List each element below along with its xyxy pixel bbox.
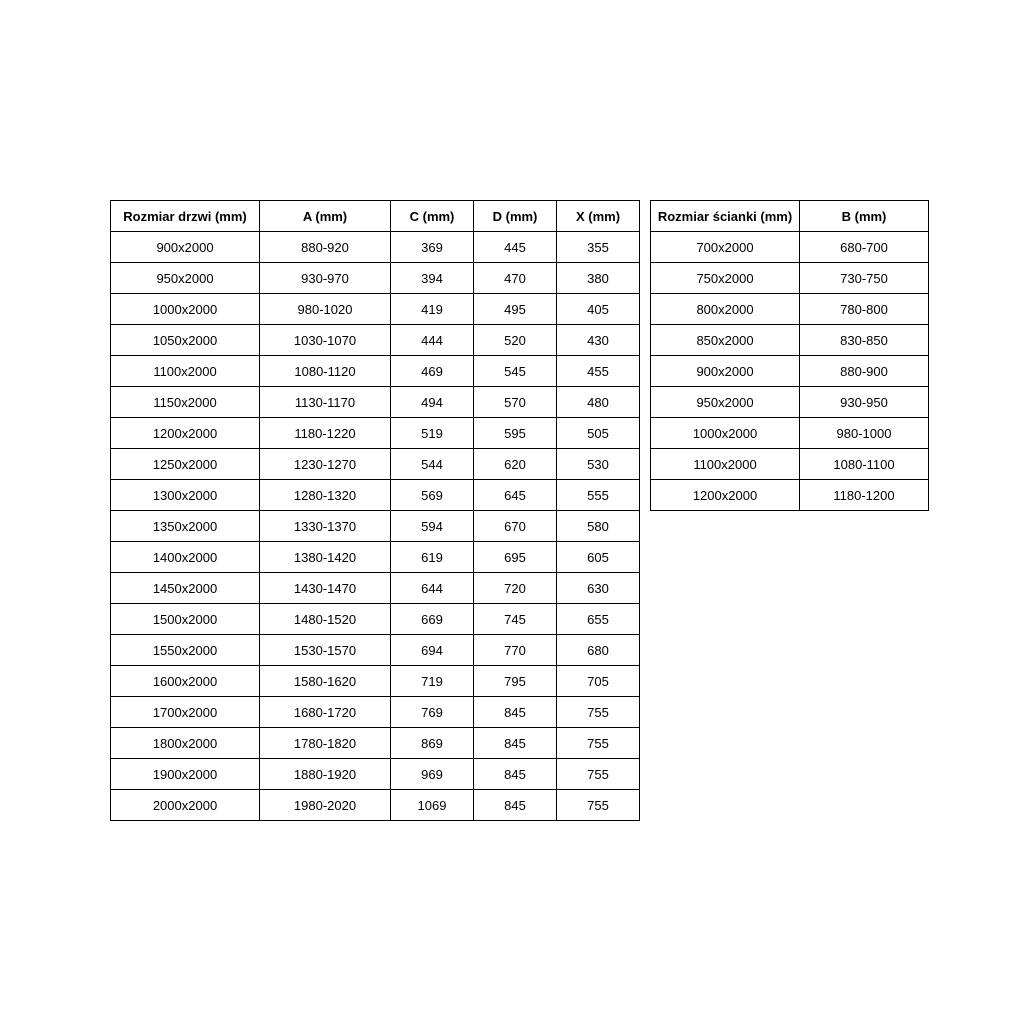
table-cell: 545: [474, 356, 557, 387]
table-cell: 1580-1620: [260, 666, 391, 697]
wall-sizes-table-container: [650, 200, 929, 511]
table-cell: 1880-1920: [260, 759, 391, 790]
table-row: [651, 418, 929, 449]
table-cell: 700x2000: [651, 232, 800, 263]
table-cell: 1100x2000: [111, 356, 260, 387]
table-cell: 1030-1070: [260, 325, 391, 356]
table-cell: 645: [474, 480, 557, 511]
table-cell: 930-970: [260, 263, 391, 294]
table-cell: 1400x2000: [111, 542, 260, 573]
table-cell: 1100x2000: [651, 449, 800, 480]
table-cell: 555: [557, 480, 640, 511]
table-row: [111, 573, 640, 604]
table-cell: 494: [391, 387, 474, 418]
table-cell: 595: [474, 418, 557, 449]
table-cell: 745: [474, 604, 557, 635]
table-cell: 2000x2000: [111, 790, 260, 821]
table-cell: 770: [474, 635, 557, 666]
table-cell: 469: [391, 356, 474, 387]
table-row: [651, 294, 929, 325]
table-row: [651, 325, 929, 356]
table-cell: 630: [557, 573, 640, 604]
table-cell: 1980-2020: [260, 790, 391, 821]
table-cell: 750x2000: [651, 263, 800, 294]
table-cell: 845: [474, 697, 557, 728]
table-cell: 1350x2000: [111, 511, 260, 542]
table-cell: 594: [391, 511, 474, 542]
table-cell: 800x2000: [651, 294, 800, 325]
table-header-cell: A (mm): [260, 201, 391, 232]
table-cell: 380: [557, 263, 640, 294]
table-cell: 1180-1200: [800, 480, 929, 511]
table-cell: 845: [474, 728, 557, 759]
table-cell: 1330-1370: [260, 511, 391, 542]
table-cell: 969: [391, 759, 474, 790]
table-cell: 780-800: [800, 294, 929, 325]
table-row: [111, 604, 640, 635]
table-cell: 394: [391, 263, 474, 294]
table-cell: 705: [557, 666, 640, 697]
table-cell: 845: [474, 790, 557, 821]
table-cell: 519: [391, 418, 474, 449]
table-cell: 405: [557, 294, 640, 325]
table-header-row: [651, 201, 929, 232]
table-cell: 1430-1470: [260, 573, 391, 604]
table-cell: 755: [557, 728, 640, 759]
table-header-cell: Rozmiar drzwi (mm): [111, 201, 260, 232]
table-cell: 655: [557, 604, 640, 635]
table-cell: 769: [391, 697, 474, 728]
table-cell: 355: [557, 232, 640, 263]
table-row: [111, 356, 640, 387]
table-cell: 1530-1570: [260, 635, 391, 666]
table-cell: 1000x2000: [111, 294, 260, 325]
table-cell: 755: [557, 759, 640, 790]
table-cell: 900x2000: [111, 232, 260, 263]
table-cell: 670: [474, 511, 557, 542]
table-cell: 880-900: [800, 356, 929, 387]
table-cell: 455: [557, 356, 640, 387]
table-cell: 1780-1820: [260, 728, 391, 759]
table-row: [111, 790, 640, 821]
table-row: [111, 263, 640, 294]
table-cell: 869: [391, 728, 474, 759]
table-cell: 1600x2000: [111, 666, 260, 697]
table-cell: 444: [391, 325, 474, 356]
table-row: [111, 759, 640, 790]
table-cell: 1080-1100: [800, 449, 929, 480]
table-cell: 719: [391, 666, 474, 697]
table-cell: 1450x2000: [111, 573, 260, 604]
table-cell: 980-1020: [260, 294, 391, 325]
table-cell: 1200x2000: [111, 418, 260, 449]
table-cell: 644: [391, 573, 474, 604]
wall-sizes-table: [650, 200, 929, 511]
table-cell: 930-950: [800, 387, 929, 418]
table-cell: 1800x2000: [111, 728, 260, 759]
table-cell: 1500x2000: [111, 604, 260, 635]
table-cell: 520: [474, 325, 557, 356]
door-sizes-table-container: [110, 200, 640, 821]
table-cell: 480: [557, 387, 640, 418]
table-cell: 795: [474, 666, 557, 697]
table-row: [651, 263, 929, 294]
table-cell: 1700x2000: [111, 697, 260, 728]
table-cell: 1280-1320: [260, 480, 391, 511]
table-cell: 369: [391, 232, 474, 263]
table-cell: 620: [474, 449, 557, 480]
table-row: [111, 511, 640, 542]
table-cell: 544: [391, 449, 474, 480]
table-cell: 730-750: [800, 263, 929, 294]
table-cell: 530: [557, 449, 640, 480]
table-cell: 980-1000: [800, 418, 929, 449]
table-cell: 950x2000: [111, 263, 260, 294]
table-row: [111, 325, 640, 356]
table-cell: 880-920: [260, 232, 391, 263]
table-cell: 1900x2000: [111, 759, 260, 790]
table-cell: 720: [474, 573, 557, 604]
table-cell: 1180-1220: [260, 418, 391, 449]
table-cell: 470: [474, 263, 557, 294]
table-row: [111, 666, 640, 697]
table-row: [111, 542, 640, 573]
table-cell: 1000x2000: [651, 418, 800, 449]
table-cell: 619: [391, 542, 474, 573]
table-cell: 1050x2000: [111, 325, 260, 356]
table-header-cell: Rozmiar ścianki (mm): [651, 201, 800, 232]
table-cell: 695: [474, 542, 557, 573]
table-cell: 1300x2000: [111, 480, 260, 511]
table-row: [111, 480, 640, 511]
table-header-row: [111, 201, 640, 232]
table-cell: 669: [391, 604, 474, 635]
table-cell: 1069: [391, 790, 474, 821]
table-cell: 419: [391, 294, 474, 325]
table-cell: 950x2000: [651, 387, 800, 418]
table-cell: 755: [557, 697, 640, 728]
door-sizes-table: [110, 200, 640, 821]
table-cell: 680: [557, 635, 640, 666]
table-row: [111, 418, 640, 449]
table-row: [111, 232, 640, 263]
table-row: [651, 387, 929, 418]
table-header-cell: X (mm): [557, 201, 640, 232]
table-cell: 900x2000: [651, 356, 800, 387]
table-cell: 850x2000: [651, 325, 800, 356]
table-cell: 605: [557, 542, 640, 573]
table-row: [651, 480, 929, 511]
table-row: [111, 728, 640, 759]
table-cell: 680-700: [800, 232, 929, 263]
table-cell: 495: [474, 294, 557, 325]
table-cell: 845: [474, 759, 557, 790]
table-row: [111, 697, 640, 728]
table-cell: 755: [557, 790, 640, 821]
table-cell: 1230-1270: [260, 449, 391, 480]
table-cell: 1130-1170: [260, 387, 391, 418]
table-cell: 1080-1120: [260, 356, 391, 387]
table-row: [111, 387, 640, 418]
table-cell: 830-850: [800, 325, 929, 356]
table-cell: 580: [557, 511, 640, 542]
table-cell: 1680-1720: [260, 697, 391, 728]
table-row: [651, 232, 929, 263]
table-cell: 1550x2000: [111, 635, 260, 666]
table-cell: 694: [391, 635, 474, 666]
table-row: [111, 449, 640, 480]
table-cell: 570: [474, 387, 557, 418]
table-cell: 1200x2000: [651, 480, 800, 511]
table-cell: 1150x2000: [111, 387, 260, 418]
table-cell: 445: [474, 232, 557, 263]
table-cell: 1250x2000: [111, 449, 260, 480]
table-cell: 1380-1420: [260, 542, 391, 573]
table-header-cell: D (mm): [474, 201, 557, 232]
table-cell: 430: [557, 325, 640, 356]
table-header-cell: B (mm): [800, 201, 929, 232]
table-row: [111, 635, 640, 666]
table-row: [651, 449, 929, 480]
table-cell: 1480-1520: [260, 604, 391, 635]
table-header-cell: C (mm): [391, 201, 474, 232]
table-cell: 505: [557, 418, 640, 449]
table-row: [111, 294, 640, 325]
table-cell: 569: [391, 480, 474, 511]
table-row: [651, 356, 929, 387]
